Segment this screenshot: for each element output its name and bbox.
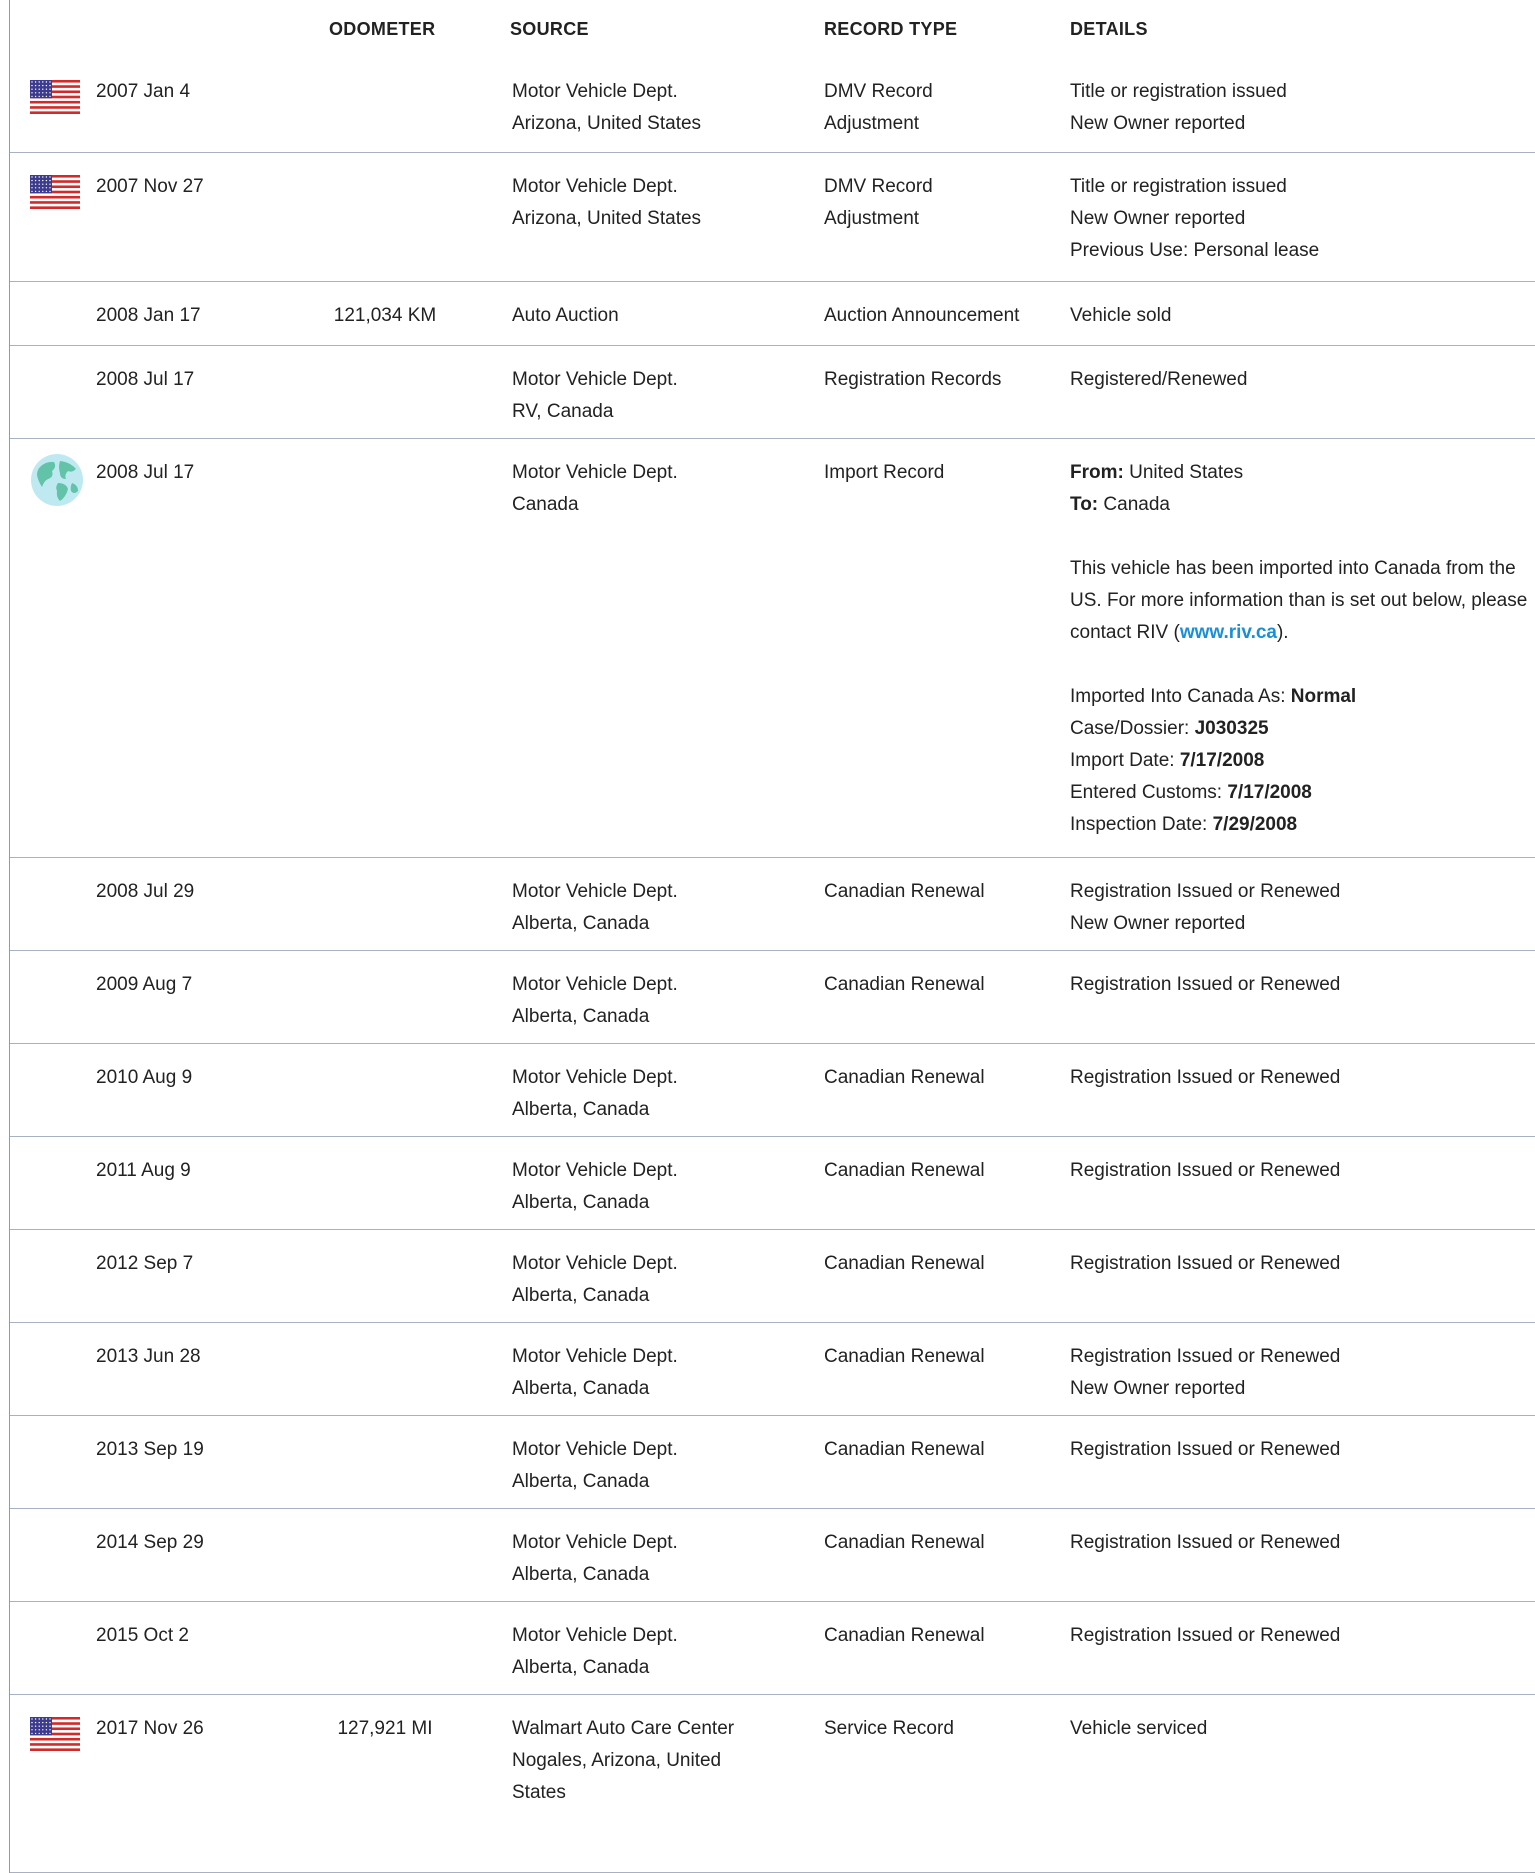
- record-details: [1070, 1155, 1530, 1187]
- record-date: 2009 Aug 7: [96, 974, 193, 995]
- detail-line: New Owner reported: [1070, 113, 1246, 134]
- detail-label: From:: [1070, 462, 1124, 483]
- table-row: [10, 1509, 1535, 1602]
- detail-line: Registration Issued or Renewed: [1070, 1346, 1341, 1367]
- record-details: [1070, 171, 1530, 267]
- record-date: 2008 Jul 29: [96, 881, 195, 902]
- record-date: 2012 Sep 7: [96, 1253, 194, 1274]
- record-source: [512, 876, 812, 940]
- record-details: [1070, 364, 1530, 396]
- record-type: [824, 300, 1064, 332]
- record-source: [512, 969, 812, 1033]
- record-odometer: 127,921 MI: [337, 1718, 433, 1739]
- source-line: Arizona, United States: [512, 208, 702, 229]
- record-type: [824, 1155, 1064, 1187]
- table-row: [10, 282, 1535, 346]
- type-line: Canadian Renewal: [824, 1160, 985, 1181]
- record-date: 2013 Sep 19: [96, 1439, 204, 1460]
- detail-label: Case/Dossier:: [1070, 718, 1195, 739]
- us-flag-icon: [30, 175, 80, 209]
- detail-line: Registration Issued or Renewed: [1070, 1439, 1341, 1460]
- detail-line: Registration Issued or Renewed: [1070, 1160, 1341, 1181]
- detail-label: To:: [1070, 494, 1099, 515]
- source-line: Motor Vehicle Dept.: [512, 1160, 678, 1181]
- source-line: Alberta, Canada: [512, 1378, 650, 1399]
- detail-label: Imported Into Canada As:: [1070, 686, 1291, 707]
- record-type: [824, 76, 1064, 140]
- record-type: [824, 1434, 1064, 1466]
- detail-line: Vehicle serviced: [1070, 1718, 1208, 1739]
- record-date: 2015 Oct 2: [96, 1625, 189, 1646]
- detail-value: J030325: [1194, 718, 1269, 739]
- type-line: DMV Record: [824, 176, 933, 197]
- source-line: Canada: [512, 494, 579, 515]
- source-line: Motor Vehicle Dept.: [512, 462, 678, 483]
- detail-line: [1070, 713, 1530, 745]
- table-row: [10, 1230, 1535, 1323]
- detail-line: Registration Issued or Renewed: [1070, 1067, 1341, 1088]
- source-line: Motor Vehicle Dept.: [512, 1625, 678, 1646]
- source-line: Motor Vehicle Dept.: [512, 881, 678, 902]
- history-table: [9, 0, 1535, 1873]
- source-line: Alberta, Canada: [512, 1471, 650, 1492]
- detail-line: Registration Issued or Renewed: [1070, 881, 1341, 902]
- record-source: [512, 1713, 812, 1809]
- detail-line: Registration Issued or Renewed: [1070, 1625, 1341, 1646]
- detail-value: 7/29/2008: [1212, 814, 1298, 835]
- record-details: [1070, 457, 1530, 841]
- detail-line: [1070, 745, 1530, 777]
- record-type: [824, 1527, 1064, 1559]
- record-details: [1070, 1248, 1530, 1280]
- table-row: [10, 858, 1535, 951]
- record-source: [512, 1341, 812, 1405]
- source-line: Arizona, United States: [512, 113, 702, 134]
- record-date: 2014 Sep 29: [96, 1532, 204, 1553]
- record-type: [824, 1620, 1064, 1652]
- us-flag-icon: [30, 1717, 80, 1751]
- record-source: [512, 1155, 812, 1219]
- source-line: Alberta, Canada: [512, 913, 650, 934]
- detail-value: 7/17/2008: [1179, 750, 1265, 771]
- riv-link[interactable]: www.riv.ca: [1179, 622, 1277, 643]
- record-type: [824, 1248, 1064, 1280]
- detail-value: 7/17/2008: [1227, 782, 1312, 803]
- record-source: [512, 171, 812, 235]
- type-line: Adjustment: [824, 113, 920, 134]
- source-line: Motor Vehicle Dept.: [512, 369, 678, 390]
- record-odometer: 121,034 KM: [333, 305, 437, 326]
- source-line: Alberta, Canada: [512, 1099, 650, 1120]
- record-type: [824, 876, 1064, 908]
- detail-line: New Owner reported: [1070, 1378, 1246, 1399]
- paragraph-text: ).: [1276, 622, 1289, 643]
- detail-label: Inspection Date:: [1070, 814, 1213, 835]
- record-type: [824, 1062, 1064, 1094]
- record-details: [1070, 1713, 1530, 1745]
- type-line: Canadian Renewal: [824, 1439, 985, 1460]
- record-date: 2008 Jul 17: [96, 369, 195, 390]
- detail-line: Title or registration issued: [1070, 176, 1287, 197]
- record-source: [512, 457, 812, 521]
- record-date: 2007 Jan 4: [96, 81, 191, 102]
- type-line: Service Record: [824, 1718, 954, 1739]
- source-line: Walmart Auto Care Center: [512, 1718, 735, 1739]
- type-line: Canadian Renewal: [824, 1067, 985, 1088]
- detail-line: [1070, 457, 1530, 489]
- record-date: 2008 Jul 17: [96, 462, 195, 483]
- table-row: [10, 439, 1535, 858]
- type-line: Auction Announcement: [824, 305, 1020, 326]
- import-paragraph: [1070, 553, 1530, 649]
- record-type: [824, 364, 1064, 396]
- record-details: [1070, 1434, 1530, 1466]
- detail-line: Registration Issued or Renewed: [1070, 1253, 1341, 1274]
- table-row: [10, 951, 1535, 1044]
- detail-line: New Owner reported: [1070, 208, 1246, 229]
- source-line: Motor Vehicle Dept.: [512, 176, 678, 197]
- record-date: 2010 Aug 9: [96, 1067, 193, 1088]
- source-line: States: [512, 1782, 566, 1803]
- type-line: Canadian Renewal: [824, 1253, 985, 1274]
- detail-label: Entered Customs:: [1070, 782, 1228, 803]
- us-flag-icon: [30, 80, 80, 114]
- type-line: Import Record: [824, 462, 945, 483]
- detail-line: Registration Issued or Renewed: [1070, 1532, 1341, 1553]
- source-line: Alberta, Canada: [512, 1564, 650, 1585]
- table-row: [10, 1137, 1535, 1230]
- detail-line: [1070, 809, 1530, 841]
- source-line: Motor Vehicle Dept.: [512, 1346, 678, 1367]
- record-date: 2011 Aug 9: [96, 1160, 191, 1181]
- table-row: [10, 346, 1535, 439]
- source-line: Alberta, Canada: [512, 1192, 650, 1213]
- table-row: [10, 1044, 1535, 1137]
- table-row: [10, 1695, 1535, 1873]
- header-record-type: RECORD TYPE: [824, 19, 958, 39]
- record-type: [824, 1713, 1064, 1745]
- detail-line: [1070, 777, 1530, 809]
- source-line: Motor Vehicle Dept.: [512, 1067, 678, 1088]
- record-source: [512, 300, 812, 332]
- detail-line: Vehicle sold: [1070, 305, 1172, 326]
- source-line: Motor Vehicle Dept.: [512, 1532, 678, 1553]
- record-source: [512, 364, 812, 428]
- record-details: [1070, 1527, 1530, 1559]
- source-line: Motor Vehicle Dept.: [512, 974, 678, 995]
- source-line: Nogales, Arizona, United: [512, 1750, 722, 1771]
- source-line: Alberta, Canada: [512, 1006, 650, 1027]
- record-type: [824, 1341, 1064, 1373]
- source-line: RV, Canada: [512, 401, 614, 422]
- detail-value: Canada: [1098, 494, 1170, 515]
- paragraph-text: This vehicle has been imported into Canada from the US. For more information than is set out below, please contact RIV (: [1070, 558, 1528, 643]
- record-type: [824, 457, 1064, 489]
- detail-line: [1070, 681, 1530, 713]
- record-date: 2013 Jun 28: [96, 1346, 201, 1367]
- record-date: 2007 Nov 27: [96, 176, 204, 197]
- detail-line: Registered/Renewed: [1070, 369, 1248, 390]
- source-line: Motor Vehicle Dept.: [512, 1439, 678, 1460]
- record-details: [1070, 969, 1530, 1001]
- record-source: [512, 1527, 812, 1591]
- table-row: [10, 58, 1535, 153]
- globe-icon: [30, 453, 84, 507]
- type-line: Canadian Renewal: [824, 1346, 985, 1367]
- record-type: [824, 171, 1064, 235]
- detail-line: New Owner reported: [1070, 913, 1246, 934]
- detail-line: [1070, 489, 1530, 521]
- type-line: Canadian Renewal: [824, 974, 985, 995]
- type-line: Canadian Renewal: [824, 881, 985, 902]
- header-details: DETAILS: [1070, 19, 1148, 39]
- detail-label: Import Date:: [1070, 750, 1180, 771]
- table-row: [10, 1416, 1535, 1509]
- detail-value: United States: [1123, 462, 1244, 483]
- record-date: 2017 Nov 26: [96, 1718, 204, 1739]
- record-source: [512, 1248, 812, 1312]
- record-source: [512, 76, 812, 140]
- record-details: [1070, 1341, 1530, 1405]
- table-header: [10, 0, 1535, 58]
- record-details: [1070, 1620, 1530, 1652]
- type-line: Canadian Renewal: [824, 1532, 985, 1553]
- table-row: [10, 1323, 1535, 1416]
- source-line: Motor Vehicle Dept.: [512, 1253, 678, 1274]
- header-odometer: ODOMETER: [329, 19, 436, 39]
- detail-line: Title or registration issued: [1070, 81, 1287, 102]
- detail-value: Normal: [1290, 686, 1357, 707]
- type-line: Canadian Renewal: [824, 1625, 985, 1646]
- source-line: Alberta, Canada: [512, 1657, 650, 1678]
- source-line: Auto Auction: [512, 305, 619, 326]
- record-details: [1070, 1062, 1530, 1094]
- type-line: DMV Record: [824, 81, 933, 102]
- record-details: [1070, 76, 1530, 140]
- type-line: Adjustment: [824, 208, 920, 229]
- source-line: Alberta, Canada: [512, 1285, 650, 1306]
- record-date: 2008 Jan 17: [96, 305, 201, 326]
- detail-line: Registration Issued or Renewed: [1070, 974, 1341, 995]
- header-source: SOURCE: [510, 19, 589, 39]
- record-source: [512, 1434, 812, 1498]
- table-row: [10, 1602, 1535, 1695]
- record-type: [824, 969, 1064, 1001]
- source-line: Motor Vehicle Dept.: [512, 81, 678, 102]
- record-source: [512, 1620, 812, 1684]
- record-details: [1070, 876, 1530, 940]
- record-details: [1070, 300, 1530, 332]
- table-row: [10, 153, 1535, 282]
- type-line: Registration Records: [824, 369, 1002, 390]
- record-source: [512, 1062, 812, 1126]
- detail-line: Previous Use: Personal lease: [1070, 240, 1320, 261]
